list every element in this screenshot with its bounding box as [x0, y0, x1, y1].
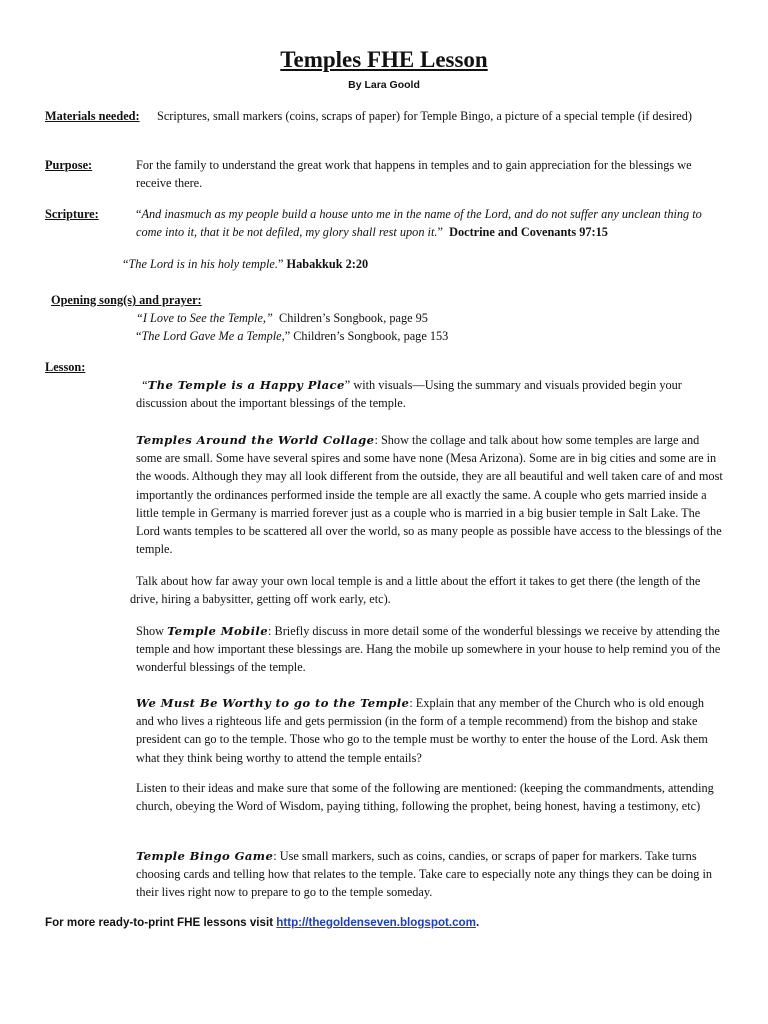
scripture-ref-2: Habakkuk 2:20 [286, 257, 369, 271]
song-2-title: The Lord Gave Me a Temple [141, 329, 282, 343]
mobile-title: Temple Mobile [167, 624, 269, 638]
purpose-label: Purpose: [45, 158, 93, 172]
scripture-block [136, 205, 724, 241]
song-2-ref: ,” Children’s Songbook, page 153 [281, 329, 449, 343]
quote2-open: “ [123, 257, 129, 271]
opening-song-1 [136, 309, 428, 327]
p2-text: : Show the collage and talk about how some temples are large and some are small. Some have several spires and some have none (Mesa Arizona). Some are in big cities and some are in the woods. Although they may all look different from the outside, they are all beautiful and well taken care of and most importantly the ordinances performed inside the temple are all exactly the same. A couple who gets married inside a little temple in Germany is married forever just as a couple who is married in a big busier temple in Salt Lake. The Lord wants temples to be scattered all over the world, so as many people as possible have access to the blessings of the temple. [136, 433, 723, 557]
lesson-para-5 [136, 694, 724, 767]
scripture-label: Scripture: [45, 207, 99, 221]
scripture-line-2 [123, 255, 368, 273]
footer-end: . [475, 916, 480, 929]
scripture-ref-1: Doctrine and Covenants 97:15 [449, 225, 608, 240]
purpose-text: For the family to understand the great work that happens in temples and to gain appreciation for the blessings we receive there. [136, 158, 692, 191]
p1-text: ” with visuals—Using the summary and visuals provided begin your discussion about the important blessings of the temple. [136, 378, 682, 411]
purpose-block [136, 156, 724, 192]
footer [45, 915, 479, 931]
opening-label: Opening song(s) and prayer: [51, 293, 202, 307]
p3-text: Talk about how far away your own local temple is and a little about the effort it takes to get there (the length of the drive, hiring a babysitter, getting off work early, etc). [130, 574, 701, 607]
materials-label: Materials needed: [45, 109, 140, 123]
song-1-ref: Children’s Songbook, page 95 [279, 311, 428, 325]
quote1-close: ” [437, 225, 443, 240]
scripture-quote-1: And inasmuch as my people build a house unto me in the name of the Lord, and do not suffer any unclean thing to come into it, that it be not defiled, my glory shall rest upon it. [136, 207, 702, 240]
footer-text: For more ready-to-print FHE lessons visit [45, 916, 277, 929]
p4-pre: Show [136, 624, 168, 638]
p5-text: : Explain that any member of the Church who is old enough and who lives a righteous life and gets permission (in the form of a temple recommend) from the bishop and stake president can go to the temple. Those who go to the temple must be worthy to enter the house of the Lord. Ask them what they think being worthy to attend the temple entails? [136, 696, 708, 765]
lesson-para-4 [136, 622, 724, 677]
lesson-para-2 [136, 431, 724, 558]
p1-open: “ [142, 378, 148, 392]
song-2-open: “ [136, 329, 142, 343]
quote2-close: ” [277, 257, 284, 271]
page-title: Temples FHE Lesson [280, 47, 488, 72]
opening-section [51, 291, 202, 309]
lesson-para-7 [136, 847, 724, 902]
p6-text: Listen to their ideas and make sure that some of the following are mentioned: (keeping the commandments, attending church, obeying the Word of Wisdom, paying tithing, following the prophet, being honest, having a testimony, etc) [136, 781, 714, 814]
scripture-quote-2: The Lord is in his holy temple. [128, 257, 278, 271]
materials-text: Scriptures, small markers (coins, scraps of paper) for Temple Bingo, a picture of a special temple (if desired) [157, 109, 693, 123]
lesson-para-1 [136, 376, 724, 412]
lesson-label: Lesson: [45, 360, 86, 374]
p4-text: : Briefly discuss in more detail some of the wonderful blessings we receive by attending the temple and how important these blessings are. Hang the mobile up somewhere in your house to help remind you of the wonderful blessings of the temple. [136, 624, 721, 675]
song-1-title: “I Love to See the Temple,” [136, 311, 273, 325]
p7-text: : Use small markers, such as coins, candies, or scraps of paper for markers. Take turns choosing cards and telling how that relates to the temple. Take care to especially note any things they can be doing in their lives right now to prepare to go to the temple someday. [136, 849, 713, 900]
author-byline: By Lara Goold [348, 79, 420, 91]
materials-text-line [136, 107, 724, 125]
lesson-para-6 [136, 779, 724, 815]
worthy-title: We Must Be Worthy to go to the Temple [136, 696, 410, 710]
bingo-title: Temple Bingo Game [136, 849, 274, 863]
blog-link[interactable]: http://thegoldenseven.blogspot.com [276, 916, 476, 929]
quote1-open: “ [136, 207, 142, 221]
collage-title: Temples Around the World Collage [136, 433, 375, 447]
happy-place-title: The Temple is a Happy Place [147, 378, 345, 392]
lesson-para-3 [130, 572, 724, 608]
opening-song-2 [136, 327, 448, 345]
